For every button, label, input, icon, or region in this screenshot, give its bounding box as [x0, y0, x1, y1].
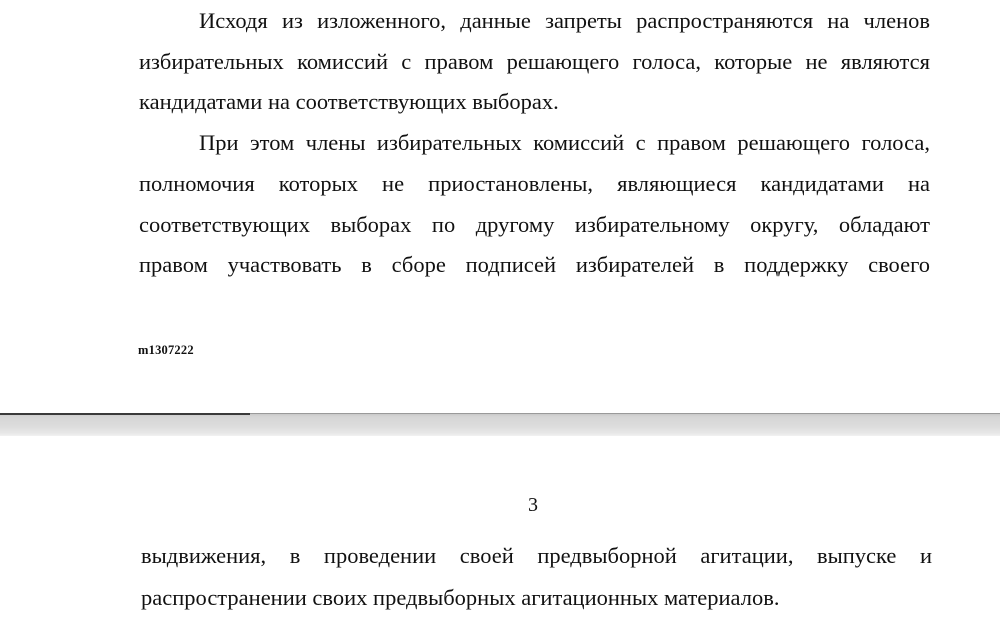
paragraph-2-line-4: правом участвовать в сборе подписей избирателей в поддержку своего [139, 252, 930, 277]
continued-paragraph-line-1: выдвижения, в проведении своей предвыборной агитации, выпуске и [141, 543, 932, 568]
page-edge-dark [0, 413, 250, 415]
paragraph-1-line-1: Исходя из изложенного, данные запреты распространяются на членов [199, 8, 930, 33]
page-edge-light [250, 413, 1000, 414]
paragraph-2-line-3: соответствующих выборах по другому избирательному округу, обладают [139, 212, 930, 237]
paragraph-1-line-2: избирательных комиссий с правом решающего голоса, которые не являются [139, 49, 930, 74]
paragraph-2-line-1: При этом члены избирательных комиссий с правом решающего голоса, [199, 130, 930, 155]
page-number: 3 [528, 494, 538, 516]
paragraph-2-line-2: полномочия которых не приостановлены, являющиеся кандидатами на [139, 171, 930, 196]
page-separator [0, 414, 1000, 436]
paragraph-1-line-3: кандидатами на соответствующих выборах. [139, 89, 559, 114]
document-code: m1307222 [138, 343, 194, 357]
continued-paragraph-line-2: распространении своих предвыборных агитационных материалов. [141, 585, 780, 610]
